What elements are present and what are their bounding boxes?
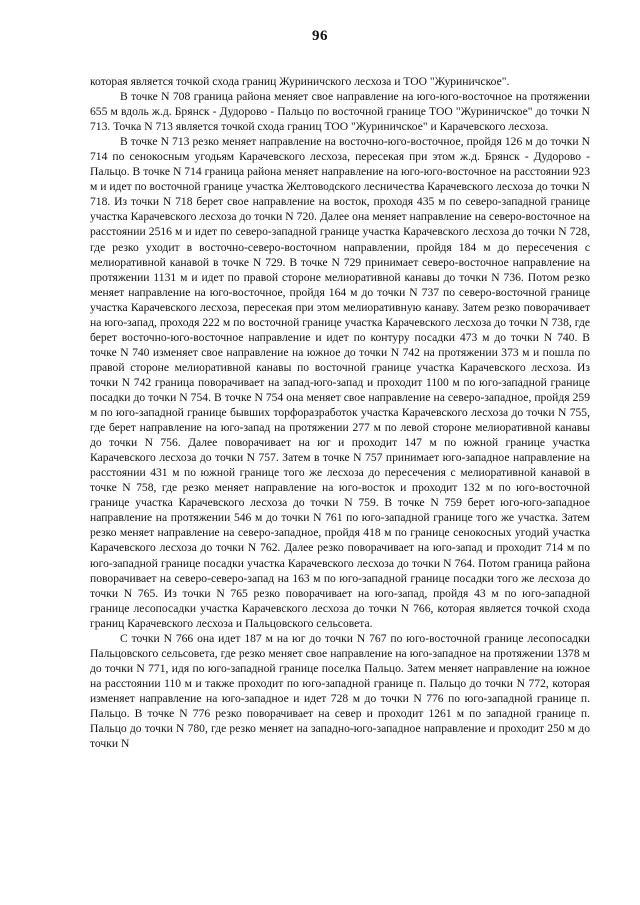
- paragraph-point-766: С точки N 766 она идет 187 м на юг до точки N 767 по юго-восточной границе лесопосадки Пальцовского сельсовета, где резко меняет свое направление на юго-западное на протяжении 1378 м до точки N 771, идя по юго-западной границе поселка Пальцо. Затем меняет направление на южное на расстоянии 110 м и также проходит по юго-западной границе п. Пальцо до точки N 772, которая изменяет направление на юго-западное и идет 728 м до точки N 776 по юго-западной границе п. Пальцо. В точке N 776 резко поворачивает на север и проходит 1261 м по западной границе п. Пальцо до точки N 780, где резко меняет на западно-юго-западное направление и проходит 250 м до точки N: [90, 631, 590, 751]
- body-text: [90, 74, 590, 751]
- page-number: 96: [312, 28, 328, 44]
- paragraph-continuation: которая является точкой схода границ Журиничского лесхоза и ТОО "Журиничское".: [90, 75, 510, 88]
- paragraph-point-708: В точке N 708 граница района меняет свое направление на юго-юго-восточное на протяжении 655 м вдоль ж.д. Брянск - Дудорово - Пальцо по восточной границе ТОО "Журиничское" до точки N 713. Точка N 713 является точкой схода границ ТОО "Журиничское" и Карачевского лесхоза.: [90, 90, 590, 134]
- paragraph-point-713: В точке N 713 резко меняет направление на восточно-юго-восточное, пройдя 126 м до точки N 714 по сенокосным угодьям Карачевского лесхоза, пересекая при этом ж.д. Брянск - Дудорово - Пальцо. В точке N 714 граница района меняет направление на юго-юго-восточное на расстоянии 923 м и идет по восточной границе участка Желтоводского лесничества Карачевского лесхоза до точки N 718. Из точки N 718 берет свое направление на восток, проходя 435 м по северо-западной границе участка Карачевского лесхоза до точки N 720. Далее она меняет направление на северо-восточное на расстоянии 2516 м и идет по северо-западной границе участка Карачевского лесхоза до точки N 728, где резко уходит в восточно-северо-восточном направлении, пройдя 184 м до пересечения с мелиоративной канавой в точке N 729. В точке N 729 принимает северо-восточное направление на протяжении 1131 м и идет по правой стороне мелиоративной канавы до точки N 736. Потом резко меняет направление на юго-восточное, пройдя 164 м до точки N 737 по северо-восточной границе участка Карачевского лесхоза, пересекая при этом мелиоративную канаву. Затем резко поворачивает на юго-запад, проходя 222 м по восточной границе участка Карачевского лесхоза до точки N 738, где берет восточно-юго-восточное направление и идет по контуру посадки 473 м до точки N 740. В точке N 740 изменяет свое направление на южное до точки N 742 на протяжении 373 м и пошла по правой стороне мелиоративной канавы по восточной границе участка Карачевского лесхоза. Из точки N 742 граница поворачивает на запад-юго-запад и проходит 1100 м по юго-западной границе посадки до точки N 754. В точке N 754 она меняет свое направление на северо-западное, пройдя 259 м по юго-западной границе бывших торфоразработок участка Карачевского лесхоза до точки N 755, где берет направление на юго-запад на протяжении 277 м по левой стороне мелиоративной канавы до точки N 756. Далее поворачивает на юг и проходит 147 м по южной границе участка Карачевского лесхоза до точки N 757. Затем в точке N 757 принимает юго-западное направление на расстоянии 431 м по южной границе того же лесхоза до пересечения с мелиоративной канавой в точке N 758, где резко меняет направление на юго-восток и проходит 132 м по юго-восточной границе участка Карачевского лесхоза до точки N 759. В точке N 759 берет юго-юго-западное направление на протяжении 546 м до точки N 761 по юго-западной границе того же участка. Затем резко меняет направление на северо-западное, пройдя 418 м по границе сенокосных угодий участка Карачевского лесхоза до точки N 762. Далее резко поворачивает на юго-запад и проходит 714 м по юго-западной границе посадки участка Карачевского лесхоза до точки N 764. Потом граница района поворачивает на северо-северо-запад на 163 м по юго-западной границе посадки того же лесхоза до точки N 765. Из точки N 765 резко поворачивает на юго-запад, пройдя 43 м по юго-западной границе лесопосадки участка Карачевского лесхоза до точки N 766, которая является точкой схода границ Карачевского лесхоза и Пальцовского сельсовета.: [90, 135, 590, 630]
